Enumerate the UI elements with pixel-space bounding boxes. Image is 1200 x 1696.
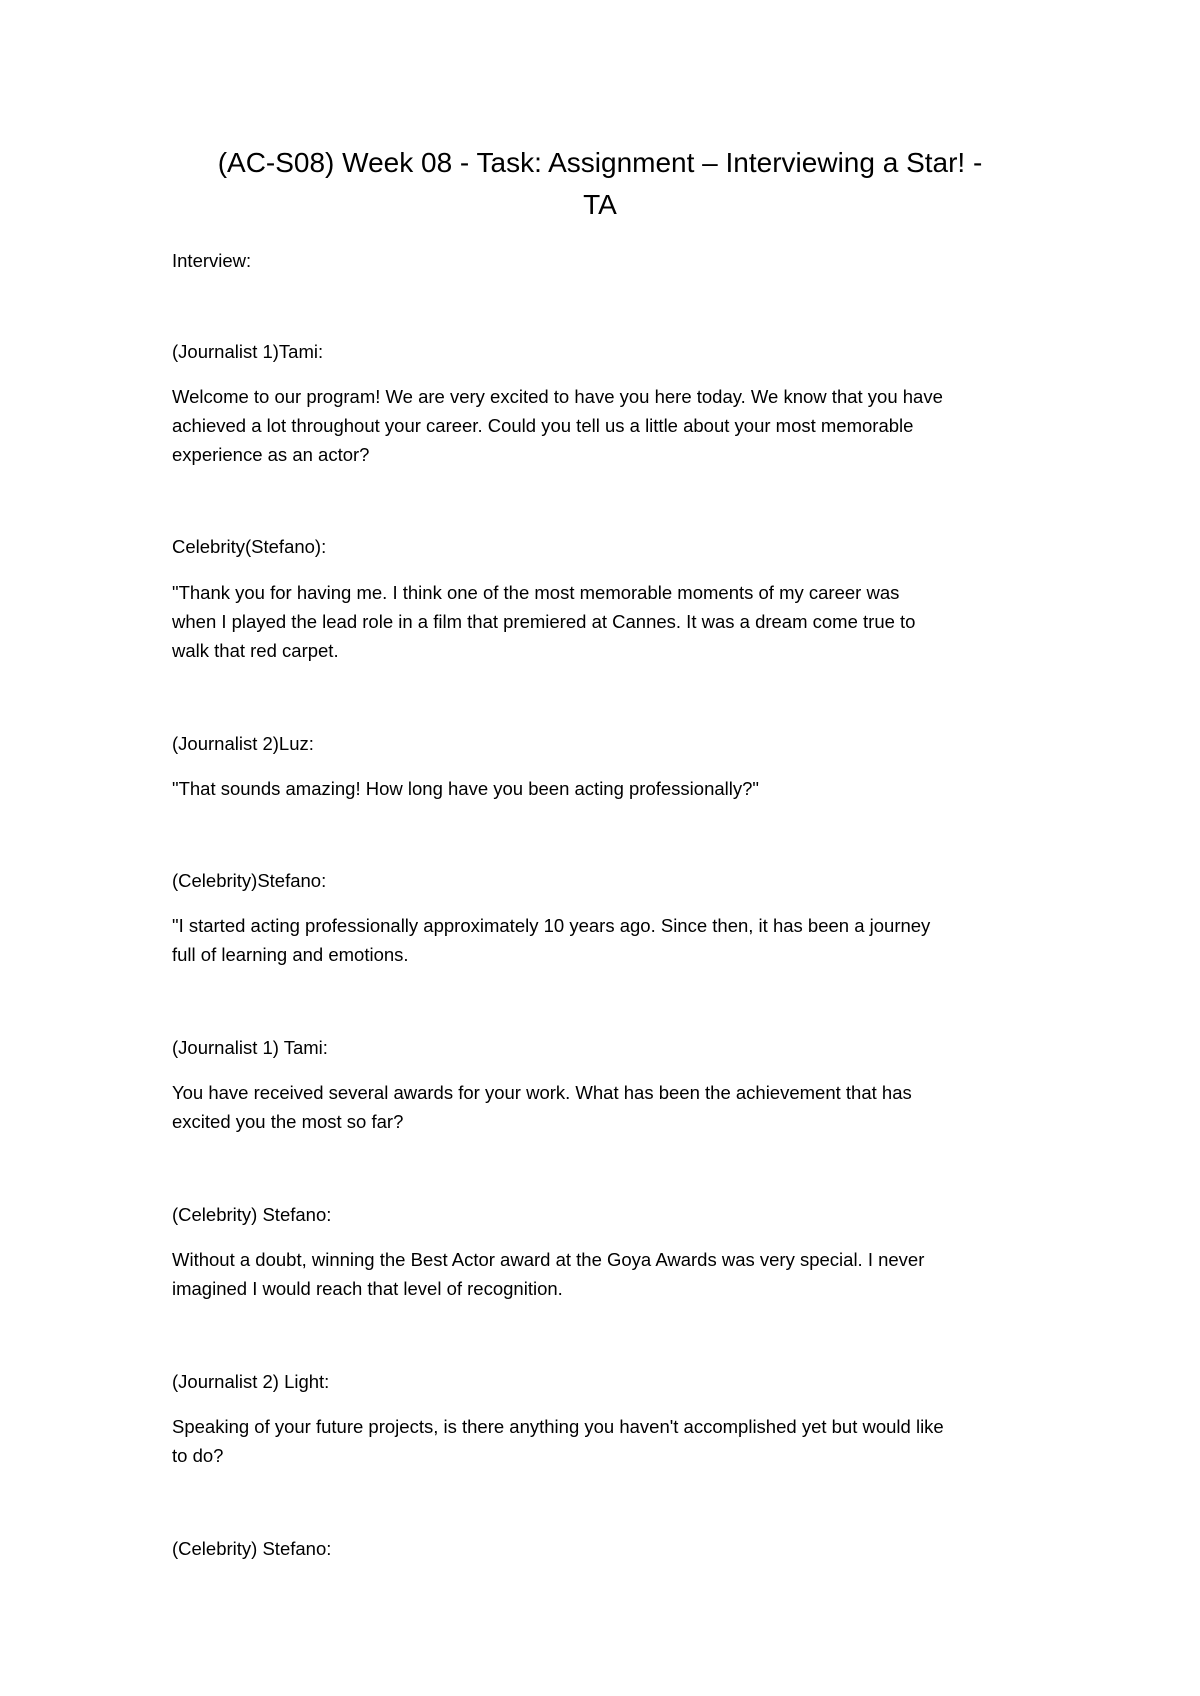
- speaker-label: (Journalist 1)Tami:: [172, 341, 324, 362]
- speaker-label: (Celebrity) Stefano:: [172, 1204, 332, 1225]
- dialogue-line: walk that red carpet.: [172, 640, 339, 661]
- dialogue-line: when I played the lead role in a film that premiered at Cannes. It was a dream come true to: [172, 611, 916, 632]
- dialogue-line: Speaking of your future projects, is there anything you haven't accomplished yet but would like: [172, 1416, 944, 1437]
- dialogue-paragraph: [172, 1245, 1042, 1303]
- title-line-1: (AC-S08) Week 08 - Task: Assignment – Interviewing a Star! -: [217, 147, 983, 178]
- dialogue-paragraph: [172, 911, 1042, 969]
- dialogue-line: Welcome to our program! We are very excited to have you here today. We know that you have: [172, 386, 943, 407]
- interview-label: Interview:: [172, 250, 252, 271]
- dialogue-line: imagined I would reach that level of recognition.: [172, 1278, 563, 1299]
- speaker-label: Celebrity(Stefano):: [172, 536, 327, 557]
- dialogue-line: achieved a lot throughout your career. Could you tell us a little about your most memorable: [172, 415, 914, 436]
- speaker-label: (Journalist 2)Luz:: [172, 733, 314, 754]
- dialogue-line: "I started acting professionally approximately 10 years ago. Since then, it has been a journey: [172, 915, 931, 936]
- speaker-label: (Journalist 1) Tami:: [172, 1037, 328, 1058]
- dialogue-line: excited you the most so far?: [172, 1111, 404, 1132]
- dialogue-line: experience as an actor?: [172, 444, 370, 465]
- speaker-label: (Journalist 2) Light:: [172, 1371, 330, 1392]
- speaker-label: (Celebrity)Stefano:: [172, 870, 327, 891]
- dialogue-paragraph: [172, 382, 1042, 469]
- title-line-2: TA: [583, 189, 617, 220]
- dialogue-line: Without a doubt, winning the Best Actor award at the Goya Awards was very special. I never: [172, 1249, 925, 1270]
- dialogue-line: full of learning and emotions.: [172, 944, 409, 965]
- dialogue-line: You have received several awards for your work. What has been the achievement that has: [172, 1082, 912, 1103]
- dialogue-line: "Thank you for having me. I think one of the most memorable moments of my career was: [172, 582, 900, 603]
- dialogue-line: "That sounds amazing! How long have you been acting professionally?": [172, 778, 759, 799]
- dialogue-paragraph: [172, 1078, 1042, 1136]
- dialogue-paragraph: [172, 774, 1042, 803]
- document-title: [200, 142, 1000, 226]
- dialogue-line: to do?: [172, 1445, 224, 1466]
- speaker-label: (Celebrity) Stefano:: [172, 1538, 332, 1559]
- dialogue-paragraph: [172, 578, 1042, 665]
- dialogue-paragraph: [172, 1412, 1042, 1470]
